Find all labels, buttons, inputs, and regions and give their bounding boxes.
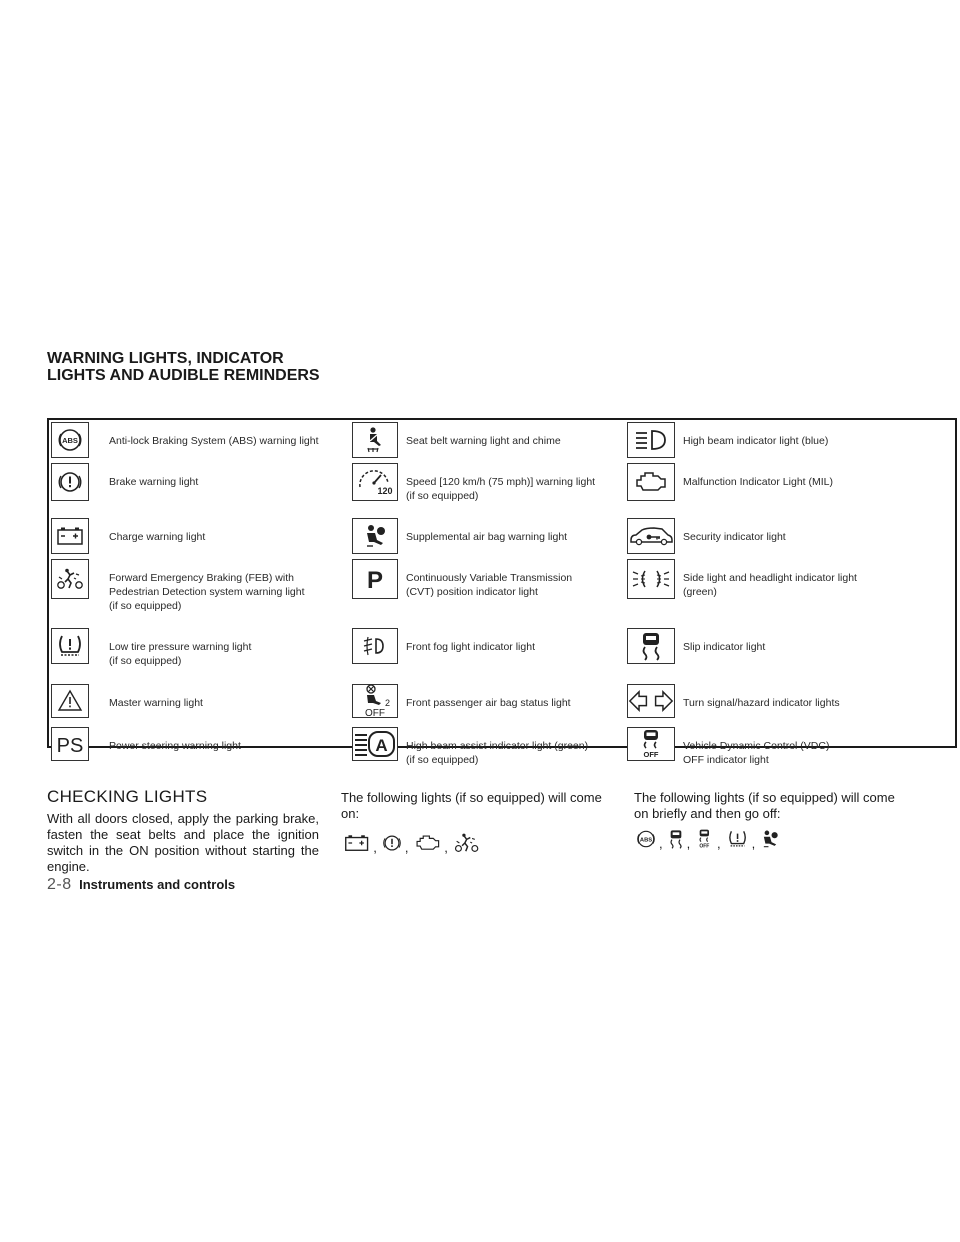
warning-light-label: Power steering warning light — [109, 740, 241, 752]
cvt-position-icon — [352, 559, 398, 599]
svg-text:PS: PS — [56, 735, 84, 757]
warning-light-item — [352, 628, 646, 678]
warning-light-label: Brake warning light — [109, 476, 199, 488]
warning-light-item — [627, 628, 923, 678]
battery-icon — [343, 833, 370, 853]
tire-pressure-icon — [726, 829, 749, 849]
warning-lights-table — [47, 418, 957, 766]
warning-light-label: Slip indicator light — [683, 641, 766, 653]
warning-light-label: Seat belt warning light and chime — [406, 435, 561, 447]
icon-separator: , — [686, 835, 691, 851]
svg-text:2: 2 — [385, 698, 391, 708]
tire-pressure-icon — [51, 628, 89, 664]
seat-belt-icon — [352, 422, 398, 458]
warning-light-label: Side light and headlight indicator light (green) — [683, 572, 857, 598]
slip-indicator-icon — [627, 628, 675, 664]
section-title: WARNING LIGHTS, INDICATOR LIGHTS AND AUDIBLE REMINDERS — [47, 350, 320, 384]
vdc-off-icon — [627, 727, 675, 761]
mil-engine-icon — [414, 833, 442, 853]
svg-text:OFF: OFF — [365, 708, 385, 718]
brake-warning-icon — [382, 833, 402, 853]
warning-light-item — [352, 463, 646, 513]
svg-text:120: 120 — [377, 486, 393, 496]
brake-warning-icon — [51, 463, 89, 501]
warning-light-label: Supplemental air bag warning light — [406, 531, 568, 543]
master-warning-icon — [51, 684, 89, 718]
warning-light-item — [51, 727, 349, 777]
warning-light-item — [51, 559, 349, 612]
warning-light-label: Charge warning light — [109, 531, 206, 543]
warning-light-item — [51, 463, 349, 513]
warning-light-label: Security indicator light — [683, 531, 786, 543]
fog-light-icon — [352, 628, 398, 664]
icon-separator: , — [659, 835, 663, 851]
speed-warning-icon — [352, 463, 398, 501]
high-beam-icon — [627, 422, 675, 458]
passenger-airbag-status-icon — [352, 684, 398, 718]
airbag-icon — [760, 829, 780, 849]
warning-light-label: Malfunction Indicator Light (MIL) — [683, 476, 833, 488]
vdc-off-icon — [695, 829, 714, 849]
abs-icon — [51, 422, 89, 458]
high-beam-assist-icon — [352, 727, 398, 761]
warning-light-label: Master warning light — [109, 697, 203, 709]
briefly-on-lights-text: The following lights (if so equipped) will come on briefly and then go off: — [634, 790, 895, 821]
warning-light-label: Forward Emergency Braking (FEB) with Pedestrian Detection system warning light (if so equipped) — [109, 572, 305, 612]
svg-text:OFF: OFF — [699, 843, 710, 849]
warning-light-label: Continuously Variable Transmission (CVT) position indicator light — [406, 572, 573, 598]
airbag-icon — [352, 518, 398, 554]
warning-light-label: Turn signal/hazard indicator lights — [683, 697, 840, 709]
warning-light-item — [627, 559, 923, 609]
warning-light-label: Low tire pressure warning light (if so equipped) — [109, 641, 252, 667]
checking-lights-instructions: With all doors closed, apply the parking brake, fasten the seat belts and place the ignition switch in the ON position without starting the engine. — [47, 811, 319, 874]
svg-text:P: P — [366, 567, 384, 593]
warning-light-label: Vehicle Dynamic Control (VDC) OFF indicator light — [683, 740, 830, 766]
feb-warning-icon — [453, 833, 480, 853]
warning-light-item — [627, 727, 923, 777]
mil-engine-icon — [627, 463, 675, 501]
icon-separator: , — [373, 839, 377, 855]
warning-light-label: Front passenger air bag status light — [406, 697, 571, 709]
slip-indicator-icon — [668, 829, 684, 849]
svg-text:ABS: ABS — [639, 837, 653, 844]
page-number: 2-8 — [47, 876, 72, 893]
come-on-lights-text: The following lights (if so equipped) will come on: — [341, 790, 602, 821]
come-on-lights-icons — [343, 832, 480, 854]
svg-text:OFF: OFF — [643, 750, 659, 759]
power-steering-icon — [51, 727, 89, 761]
warning-light-item — [51, 628, 349, 678]
warning-light-label: Speed [120 km/h (75 mph)] warning light (if so equipped) — [406, 476, 596, 502]
icon-separator: , — [751, 835, 756, 851]
icon-separator: , — [716, 835, 721, 851]
security-car-icon — [627, 518, 675, 554]
warning-light-item — [352, 727, 646, 777]
warning-light-label: Front fog light indicator light — [406, 641, 535, 653]
abs-icon — [636, 829, 656, 849]
svg-text:A: A — [375, 736, 388, 755]
briefly-on-lights-icons — [636, 828, 780, 850]
warning-light-item — [627, 463, 923, 513]
warning-light-label: High beam indicator light (blue) — [683, 435, 829, 447]
svg-text:ABS: ABS — [62, 436, 78, 445]
feb-warning-icon — [51, 559, 89, 599]
turn-signal-icon — [627, 684, 675, 718]
battery-icon — [51, 518, 89, 554]
footer-section-title: Instruments and controls — [79, 877, 236, 892]
icon-separator: , — [444, 839, 448, 855]
checking-lights-title: CHECKING LIGHTS — [47, 787, 208, 806]
warning-light-label: High beam assist indicator light (green) (if so equipped) — [406, 740, 589, 766]
warning-light-label: Anti-lock Braking System (ABS) warning light — [109, 435, 319, 447]
side-headlight-icon — [627, 559, 675, 599]
page-footer — [47, 876, 235, 894]
warning-light-item — [352, 559, 646, 609]
icon-separator: , — [404, 839, 409, 855]
